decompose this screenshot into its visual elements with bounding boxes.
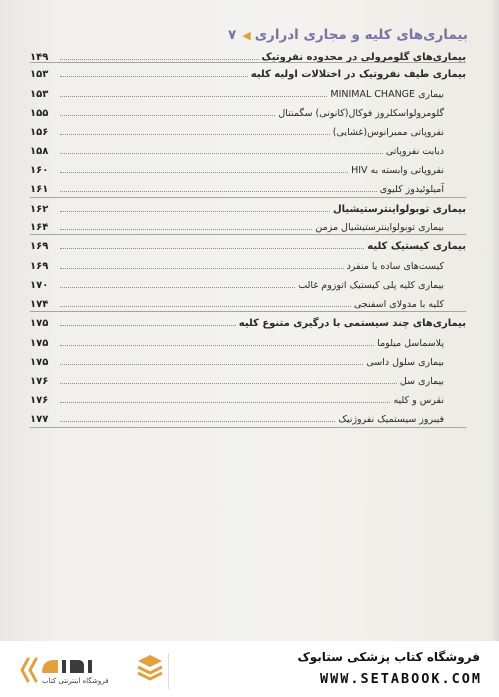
toc-entry-title: بیماری‌های چند سیستمی با درگیری متنوع کلیه <box>238 318 466 329</box>
dotted-leader <box>60 96 327 97</box>
section-divider <box>30 427 466 428</box>
toc-entry[interactable] <box>30 216 466 233</box>
toc-entry-page: ۱۷۷ <box>30 414 49 425</box>
dotted-leader <box>60 268 344 269</box>
footer-divider <box>168 653 169 689</box>
toc-entry[interactable] <box>30 198 466 215</box>
toc-entry-title: کیست‌های ساده یا منفرد <box>346 261 444 272</box>
toc-entry-title: بیماری توبولواینترستیشیال مزمن <box>315 222 444 233</box>
setabook-logo-icon <box>20 651 168 689</box>
dotted-leader <box>60 421 335 422</box>
toc-entry-title: بیماری کیستیک کلیه <box>367 241 466 252</box>
toc-entry-title: پلاسماسل میلوما <box>377 338 444 349</box>
toc-entry-title: بیماری طیف نفروتیک در اختلالات اولیه کلیه <box>250 69 466 80</box>
toc-entry-page: ۱۷۴ <box>30 299 49 310</box>
toc-entry-title: بیماری‌های گلومرولی در محدوده نفروتیک <box>261 52 466 63</box>
toc-entry-title: نفروپاتی ممبرانوس(غشایی) <box>332 127 444 138</box>
toc-entry-title: بیماری توبولواینترستیشیال <box>332 204 466 215</box>
toc-entry[interactable] <box>30 312 466 329</box>
dotted-leader <box>60 383 397 384</box>
toc-entry[interactable] <box>30 351 466 368</box>
dotted-leader <box>60 59 259 60</box>
toc-entry-page: ۱۶۰ <box>30 165 49 176</box>
toc-entry-title: کلیه با مدولای اسفنجی <box>353 299 444 310</box>
logo-subtext: فروشگاه اینترنتی کتاب <box>42 677 109 685</box>
dotted-leader <box>60 325 236 326</box>
dotted-leader <box>60 211 330 212</box>
toc-entry-page: ۱۷۵ <box>30 357 49 368</box>
toc-entry-page: ۱۵۶ <box>30 127 49 138</box>
dotted-leader <box>60 134 330 135</box>
toc-entry-title: بیماری MINIMAL CHANGE <box>330 89 444 100</box>
dotted-leader <box>60 248 364 249</box>
toc-entry-title: آمیلوئیدوز کلیوی <box>379 184 444 195</box>
chapter-header <box>28 24 468 46</box>
shop-url[interactable]: WWW.SETABOOK.COM <box>319 671 482 687</box>
toc-entry[interactable] <box>30 102 466 119</box>
toc-entry[interactable] <box>30 332 466 349</box>
chapter-title: بیماری‌های کلیه و مجاری ادراری <box>254 27 468 43</box>
dotted-leader <box>60 191 377 192</box>
toc-entry-page: ۱۶۴ <box>30 222 49 233</box>
toc-entry-title: نقرس و کلیه <box>393 395 444 406</box>
toc-entry-title: نفروپاتی وابسته به HIV <box>351 165 444 176</box>
toc-entry-page: ۱۷۵ <box>30 318 49 329</box>
toc-entry[interactable] <box>30 408 466 425</box>
toc-entry[interactable] <box>30 389 466 406</box>
toc-entry[interactable] <box>30 293 466 310</box>
toc-entry-title: گلومرولواسکلروز فوکال(کانونی) سگمنتال <box>278 108 444 119</box>
toc-entry[interactable] <box>30 159 466 176</box>
toc-entry-page: ۱۵۳ <box>30 69 49 80</box>
dotted-leader <box>60 306 351 307</box>
footer-banner <box>0 641 499 697</box>
dotted-leader <box>60 115 275 116</box>
shop-name: فروشگاه کتاب پزشکی ستابوک <box>297 650 480 664</box>
triangle-left-icon: ◀ <box>242 28 251 42</box>
dotted-leader <box>60 345 374 346</box>
toc-entry-page: ۱۶۹ <box>30 261 49 272</box>
toc-entry-title: فیبروز سیستمیک نفروژنیک <box>338 414 444 425</box>
toc-entry-page: ۱۵۳ <box>30 89 49 100</box>
toc-entry[interactable] <box>30 274 466 291</box>
toc-entry-page: ۱۶۱ <box>30 184 49 195</box>
toc-entry[interactable] <box>30 63 466 80</box>
toc-entry-title: بیماری سلول داسی <box>366 357 444 368</box>
toc-entry-title: دیابت نفروپاتی <box>385 146 444 157</box>
dotted-leader <box>60 402 390 403</box>
toc-entry[interactable] <box>30 370 466 387</box>
toc-entry-page: ۱۷۰ <box>30 280 49 291</box>
toc-entry-title: بیماری کلیه پلی کیستیک اتوزوم غالب <box>298 280 444 291</box>
toc-entry-page: ۱۶۲ <box>30 204 49 215</box>
dotted-leader <box>60 172 348 173</box>
page-edge-shadow <box>491 0 499 641</box>
toc-entry[interactable] <box>30 46 466 63</box>
toc-entry-page: ۱۷۶ <box>30 395 49 406</box>
toc-entry[interactable] <box>30 255 466 272</box>
dotted-leader <box>60 364 363 365</box>
dotted-leader <box>60 153 383 154</box>
chapter-page-number: ۷ <box>227 27 237 43</box>
toc-entry-page: ۱۷۶ <box>30 376 49 387</box>
dotted-leader <box>60 229 312 230</box>
toc-entry-page: ۱۵۸ <box>30 146 49 157</box>
toc-entry[interactable] <box>30 83 466 100</box>
toc-entry-title: بیماری سل <box>399 376 444 387</box>
toc-entry[interactable] <box>30 178 466 195</box>
toc-entry[interactable] <box>30 140 466 157</box>
toc-entry-page: ۱۴۹ <box>30 52 49 63</box>
toc-entry[interactable] <box>30 121 466 138</box>
toc-entry-page: ۱۷۵ <box>30 338 49 349</box>
toc-entry[interactable] <box>30 235 466 252</box>
dotted-leader <box>60 287 295 288</box>
toc-entry-page: ۱۵۵ <box>30 108 49 119</box>
toc-entry-page: ۱۶۹ <box>30 241 49 252</box>
dotted-leader <box>60 76 248 77</box>
